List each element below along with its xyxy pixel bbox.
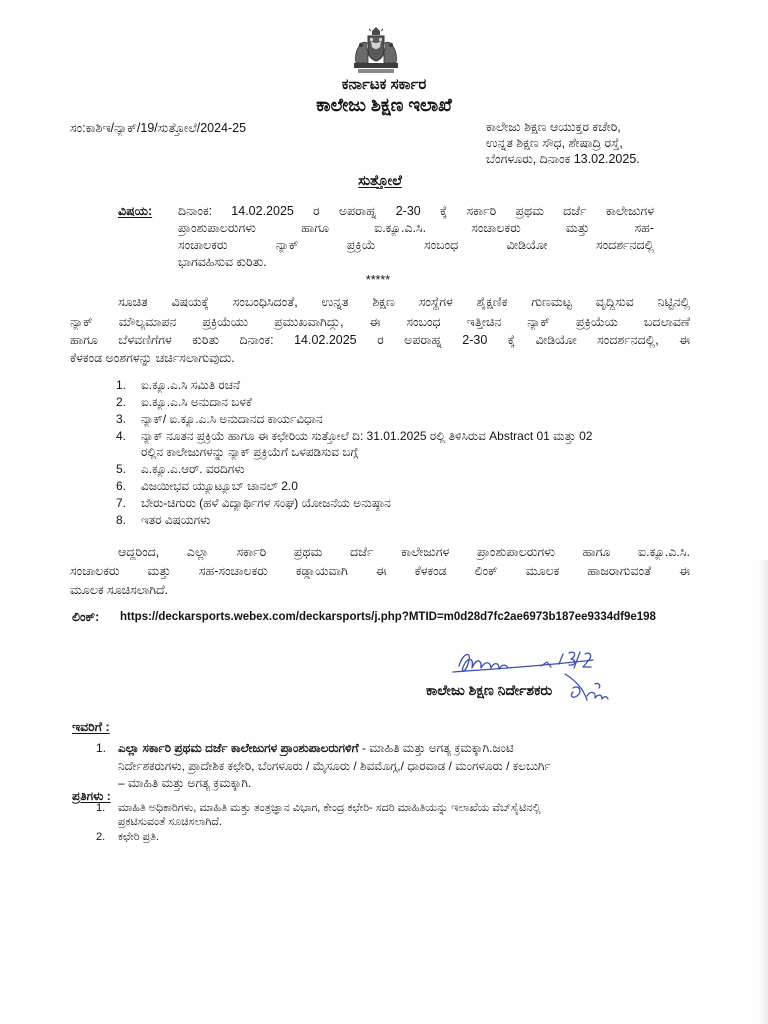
- recipient-primary: ಎಲ್ಲಾ ಸರ್ಕಾರಿ ಪ್ರಥಮ ದರ್ಜೆ ಕಾಲೇಜುಗಳ ಪ್ರಾಂಶುಪಾಲರುಗಳಿಗೆ: [118, 741, 359, 755]
- copies-label: ಪ್ರತಿಗಳು :: [72, 789, 111, 803]
- scan-edge-shadow: [758, 560, 768, 1024]
- recipient-item-line: ನಿರ್ದೇಶಕರುಗಳು, ಪ್ರಾದೇಶಿಕ ಕಛೇರಿ, ಬೆಂಗಳೂರು / ಮೈಸೂರು / ಶಿವಮೊಗ್ಗ,/ ಧಾರವಾಡ / ಮಂಗಳೂರು / ಕಲಬುರ್ಗಿ: [118, 759, 551, 773]
- intro-paragraph-line: ಕೆಳಕಂಡ ಅಂಶಗಳನ್ನು ಚರ್ಚಿಸಲಾಗುವುದು.: [70, 351, 235, 365]
- agenda-item-text-continued: ರಲ್ಲಿನ ಕಾಲೇಜುಗಳನ್ನು ನ್ಯಾಕ್ ಪ್ರಕ್ರಿಯೆಗೆ ಒಳಪಡಿಸುವ ಬಗ್ಗೆ: [141, 445, 359, 459]
- agenda-item-text: ನ್ಯಾಕ್/ ಐ.ಕ್ಯೂ.ಎ.ಸಿ ಅನುದಾನದ ಕಾರ್ಯವಿಧಾನ: [141, 412, 323, 426]
- intro-paragraph-line: ಸೂಚಿತ ವಿಷಯಕ್ಕೆ ಸಂಬಂಧಿಸಿದಂತೆ, ಉನ್ನತ ಶಿಕ್ಷಣ ಸಂಸ್ಥೆಗಳ ಶೈಕ್ಷಣಿಕ ಗುಣಮಟ್ಟ ವೃದ್ಧಿಸುವ ನಿಟ್ಟಿನಲ್ಲಿ: [118, 295, 690, 309]
- agenda-item-text: ಎ.ಕ್ಯೂ.ಎ.ಆರ್. ವರದಿಗಳು: [141, 462, 245, 476]
- agenda-item-text: ಇತರ ವಿಷಯಗಳು: [141, 513, 211, 527]
- closing-paragraph-line: ಸಂಚಾಲಕರು ಮತ್ತು ಸಹ-ಸಂಚಾಲಕರು ಕಡ್ಡಾಯವಾಗಿ ಈ ಕೆಳಕಂಡ ಲಿಂಕ್ ಮೂಲಕ ಹಾಜರಾಗುವಂತೆ ಈ: [70, 564, 690, 578]
- subject-label: ವಿಷಯ:: [118, 204, 153, 218]
- copy-item-number: 1.: [96, 802, 106, 814]
- office-address-line: ಉನ್ನತ ಶಿಕ್ಷಣ ಸೌಧ, ಶೇಷಾದ್ರಿ ರಸ್ತೆ,: [486, 136, 623, 150]
- subject-line: ಸಂಚಾಲಕರು ನ್ಯಾಕ್ ಪ್ರಕ್ರಿಯೆ ಸಂಬಂಧ ವೀಡಿಯೋ ಸಂದರ್ಶನದಲ್ಲಿ: [178, 238, 654, 252]
- agenda-item-number: 4.: [116, 429, 127, 443]
- agenda-item-number: 6.: [116, 479, 127, 493]
- agenda-item-text: ಐ.ಕ್ಯೂ.ಎ.ಸಿ ಅನುದಾನ ಬಳಕೆ: [141, 395, 252, 409]
- link-label: ಲಿಂಕ್:: [72, 610, 100, 624]
- separator-stars: *****: [365, 273, 391, 287]
- state-emblem-icon: [350, 26, 402, 76]
- subject-line: ಭಾಗವಹಿಸುವ ಕುರಿತು.: [178, 255, 267, 269]
- circular-title: ಸುತ್ತೋಲೆ: [358, 172, 402, 188]
- government-name: ಕರ್ನಾಟಕ ಸರ್ಕಾರ: [341, 76, 427, 93]
- agenda-item-number: 8.: [116, 513, 127, 527]
- agenda-item-number: 2.: [116, 395, 127, 409]
- agenda-item-text: ಐ.ಕ್ಯೂ.ಎ.ಸಿ ಸಮಿತಿ ರಚನೆ: [141, 378, 241, 392]
- agenda-item-number: 7.: [116, 496, 127, 510]
- agenda-item-text: ನ್ಯಾಕ್ ನೂತನ ಪ್ರಕ್ರಿಯೆ ಹಾಗೂ ಈ ಕಛೇರಿಯ ಸುತ್ತೋಲೆ ದಿ: 31.01.2025 ರಲ್ಲಿ ತಿಳಿಸಿರುವ Abstract 01 ಮತ್ತು 02: [141, 429, 593, 443]
- department-name: ಕಾಲೇಜು ಶಿಕ್ಷಣ ಇಲಾಖೆ: [316, 95, 452, 115]
- subject-line: ದಿನಾಂಕ: 14.02.2025 ರ ಅಪರಾಹ್ನ 2-30 ಕ್ಕೆ ಸರ್ಕಾರಿ ಪ್ರಥಮ ದರ್ಜೆ ಕಾಲೇಜುಗಳ: [178, 204, 654, 218]
- closing-paragraph-line: ಮೂಲಕ ಸೂಚಿಸಲಾಗಿದೆ.: [70, 583, 169, 597]
- meeting-link-url: https://deckarsports.webex.com/deckarsports/j.php?MTID=m0d28d7fc2ae6973b187ee9334df9e198: [120, 611, 656, 623]
- recipient-item-number: 1.: [96, 741, 107, 755]
- copy-item-line: ಮಾಹಿತಿ ಅಧಿಕಾರಿಗಳು, ಮಾಹಿತಿ ಮತ್ತು ತಂತ್ರಜ್ಞಾನ ವಿಭಾಗ, ಕೇಂದ್ರ ಕಛೇರಿ- ಸದರಿ ಮಾಹಿತಿಯನ್ನು ಇಲಾಖೆಯ ವೆಬ್‌ಸೈಟಿನಲ್ಲಿ: [118, 802, 541, 814]
- intro-paragraph-line: ನ್ಯಾಕ್ ಮೌಲ್ಯಮಾಪನ ಪ್ರಕ್ರಿಯೆಯು ಪ್ರಮುಖವಾಗಿದ್ದು, ಈ ಸಂಬಂಧ ಇತ್ತೀಚಿನ ನ್ಯಾಕ್ ಪ್ರಕ್ರಿಯೆಯ ಬದಲಾವಣೆ: [70, 315, 690, 329]
- agenda-item-text: ವಿಜಯೀಭವ ಯ್ಯೂಟ್ಯೂಬ್ ಚಾನಲ್ 2.0: [141, 479, 298, 493]
- agenda-item-text: ಬೇರು-ಚಿಗುರು (ಹಳೆ ವಿದ್ಯಾರ್ಥಿಗಳ ಸಂಘ) ಯೋಜನೆಯ ಅನುಷ್ಠಾನ: [141, 496, 391, 510]
- copy-item-line: ಪ್ರಕಟಿಸುವಂತೆ ಸೂಚಿಸಲಾಗಿದೆ.: [118, 816, 222, 828]
- reference-number: ಸಂ:ಕಾಶಿಇ/ನ್ಯಾಕ್/19/ಸುತ್ತೋಲೆ/2024-25: [70, 121, 247, 135]
- agenda-item-number: 3.: [116, 412, 127, 426]
- recipient-instruction: - ಮಾಹಿತಿ ಮತ್ತು ಅಗತ್ಯ ಕ್ರಮಕ್ಕಾಗಿ.ಜಂಟಿ: [358, 741, 514, 755]
- subject-line: ಪ್ರಾಂಶುಪಾಲರುಗಳು ಹಾಗೂ ಐ.ಕ್ಯೂ.ಎ.ಸಿ. ಸಂಚಾಲಕರು ಮತ್ತು ಸಹ-: [178, 221, 654, 235]
- agenda-item-number: 5.: [116, 462, 127, 476]
- office-address-line: ಕಾಲೇಜು ಶಿಕ್ಷಣ ಆಯುಕ್ತರ ಕಚೇರಿ,: [486, 120, 621, 134]
- intro-paragraph-line: ಹಾಗೂ ಬೆಳವಣಿಗೆಗಳ ಕುರಿತು ದಿನಾಂಕ: 14.02.2025 ರ ಅಪರಾಹ್ನ 2-30 ಕ್ಕೆ ವೀಡಿಯೋ ಸಂದರ್ಶನದಲ್ಲಿ, ಈ: [70, 333, 690, 347]
- recipient-item-line: – ಮಾಹಿತಿ ಮತ್ತು ಅಗತ್ಯ ಕ್ರಮಕ್ಕಾಗಿ.: [118, 776, 252, 790]
- recipients-label: ಇವರಿಗೆ :: [72, 720, 110, 734]
- copy-item-number: 2.: [96, 831, 106, 843]
- recipient-item-line: [118, 740, 698, 756]
- office-address-date: ಬೆಂಗಳೂರು, ದಿನಾಂಕ 13.02.2025.: [486, 152, 640, 166]
- copy-item-line: ಕಛೇರಿ ಪ್ರತಿ.: [118, 831, 160, 843]
- handwritten-signature: [445, 644, 630, 718]
- agenda-item-number: 1.: [116, 378, 127, 392]
- signatory-designation: ಕಾಲೇಜು ಶಿಕ್ಷಣ ನಿರ್ದೇಶಕರು: [426, 682, 553, 698]
- closing-paragraph-line: ಆದ್ದರಿಂದ, ಎಲ್ಲಾ ಸರ್ಕಾರಿ ಪ್ರಥಮ ದರ್ಜೆ ಕಾಲೇಜುಗಳ ಪ್ರಾಂಶುಪಾಲರುಗಳು ಹಾಗೂ ಐ.ಕ್ಯೂ.ಎ.ಸಿ.: [118, 545, 690, 559]
